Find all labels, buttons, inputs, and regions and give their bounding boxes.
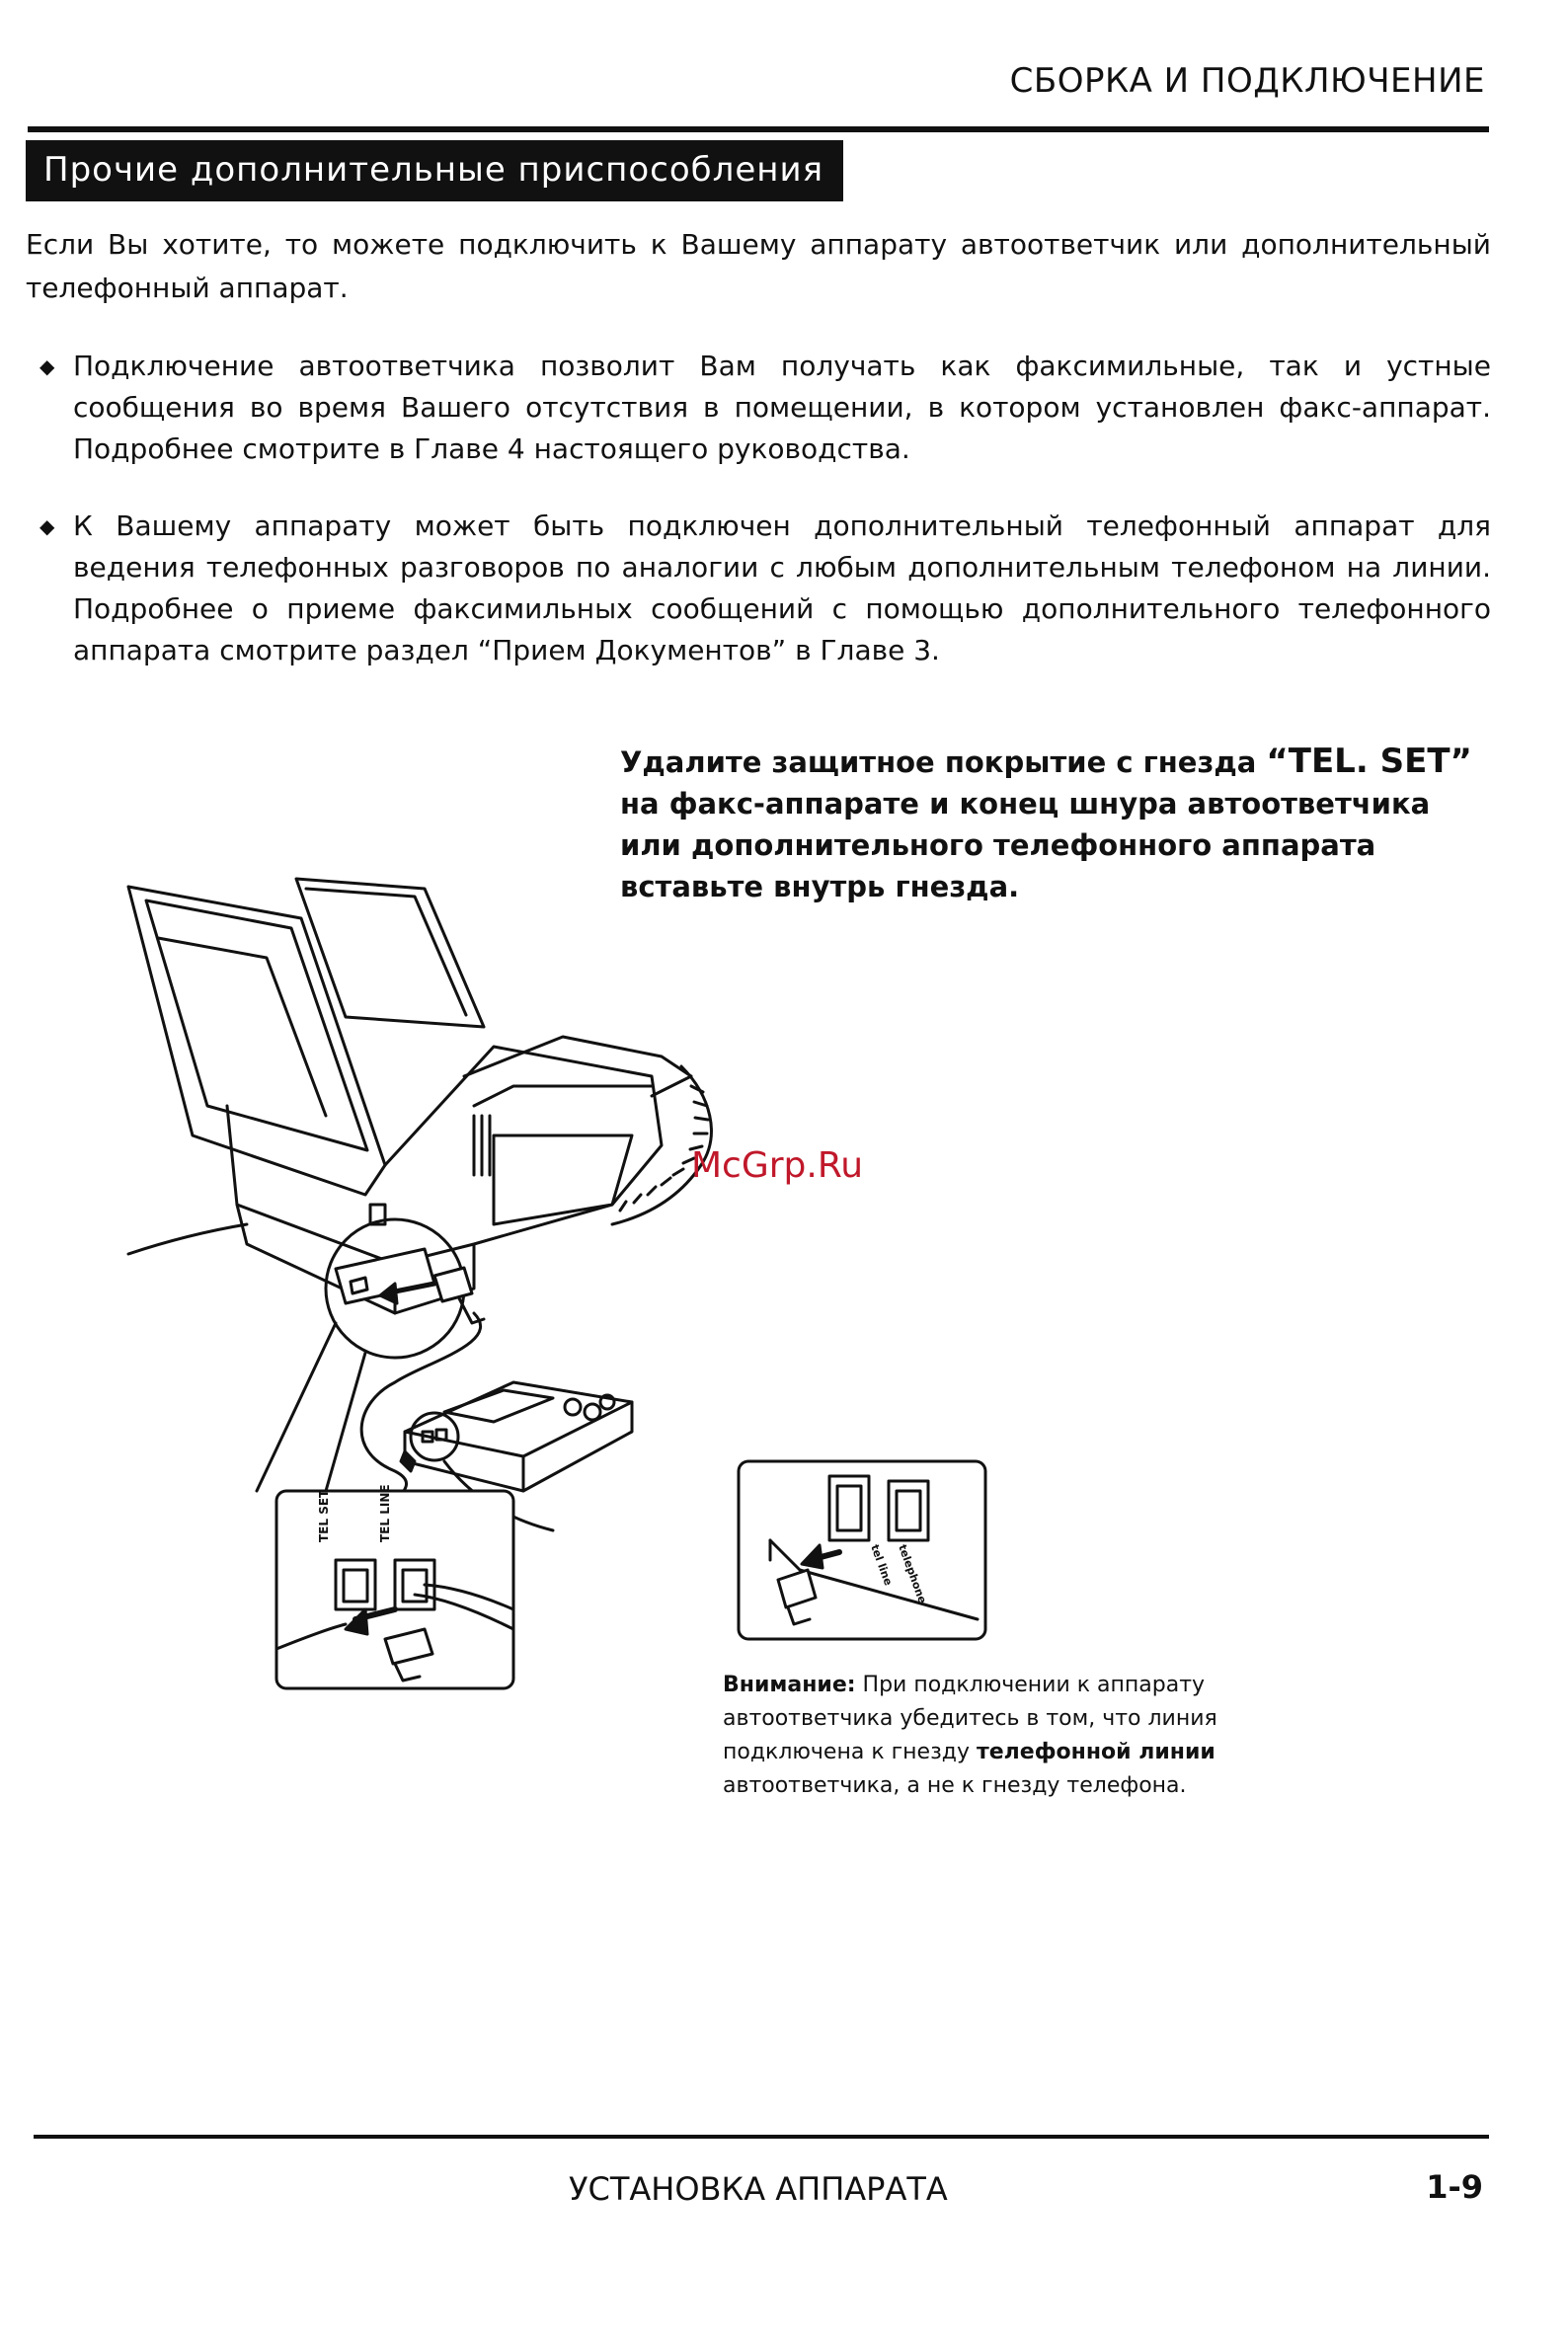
bullet-item-extension-phone <box>39 506 1491 671</box>
answering-machine-jack-inset <box>739 1461 985 1639</box>
fax-jack-inset <box>276 1491 513 1688</box>
footer-title: УСТАНОВКА АППАРАТА <box>569 2170 948 2208</box>
bullet-icon: ◆ <box>39 514 55 538</box>
bullet-text: К Вашему аппарату может быть подключен дополнительный телефонный аппарат для ведения телефонных разговоров по аналогии с любым дополнительным телефоном на линии. Подробнее о приеме факсимильных сообщений с помощью дополнительного телефонного аппарата смотрите раздел “Прием Документов” в Главе 3. <box>73 509 1491 666</box>
watermark-text: McGrp.Ru <box>691 1145 864 1186</box>
section-title: Прочие дополнительные приспособления <box>26 140 843 201</box>
note-label: Внимание: <box>723 1673 856 1697</box>
note-emphasis: телефонной линии <box>977 1740 1215 1764</box>
intro-paragraph: Если Вы хотите, то можете подключить к Вашему аппарату автоответчик или дополнительный телефонный аппарат. <box>26 228 1491 304</box>
note-text-1: При подключении к аппарату автоответчика убедитесь в том, что линия подключена к гнезду <box>723 1673 1217 1764</box>
bullet-item-answering-machine <box>39 346 1491 470</box>
jack-label-answering-telephone: telephone <box>896 1542 929 1605</box>
header-rule <box>28 126 1489 132</box>
jack-label-tel-line: TEL LINE <box>378 1484 392 1542</box>
bullet-icon: ◆ <box>39 354 55 378</box>
footer-rule <box>34 2135 1489 2139</box>
instruction-part-2: на факс-аппарате и конец шнура автоответчика или дополнительного телефонного аппарата вставьте внутрь гнезда. <box>620 787 1431 903</box>
fax-machine-drawing <box>128 879 691 1313</box>
running-header: СБОРКА И ПОДКЛЮЧЕНИЕ <box>1009 61 1485 101</box>
instruction-part-1: Удалите защитное покрытие с гнезда <box>620 745 1267 779</box>
instruction-jack-name: “TEL. SET” <box>1266 742 1472 781</box>
jack-label-answering-line: tel line <box>868 1542 896 1588</box>
answering-machine-drawing <box>401 1382 632 1491</box>
bullet-text: Подключение автоответчика позволит Вам получать как факсимильные, так и устные сообщения во время Вашего отсутствия в помещении, в котором установлен факс-аппарат. Подробнее смотрите в Главе 4 настоящего руководства. <box>73 350 1491 465</box>
page-number: 1-9 <box>1426 2168 1483 2206</box>
caution-note <box>723 1669 1276 1803</box>
note-text-2: автоответчика, а не к гнезду телефона. <box>723 1773 1187 1798</box>
connection-illustration <box>99 849 987 1698</box>
jack-label-tel-set: TEL SET <box>317 1489 331 1542</box>
